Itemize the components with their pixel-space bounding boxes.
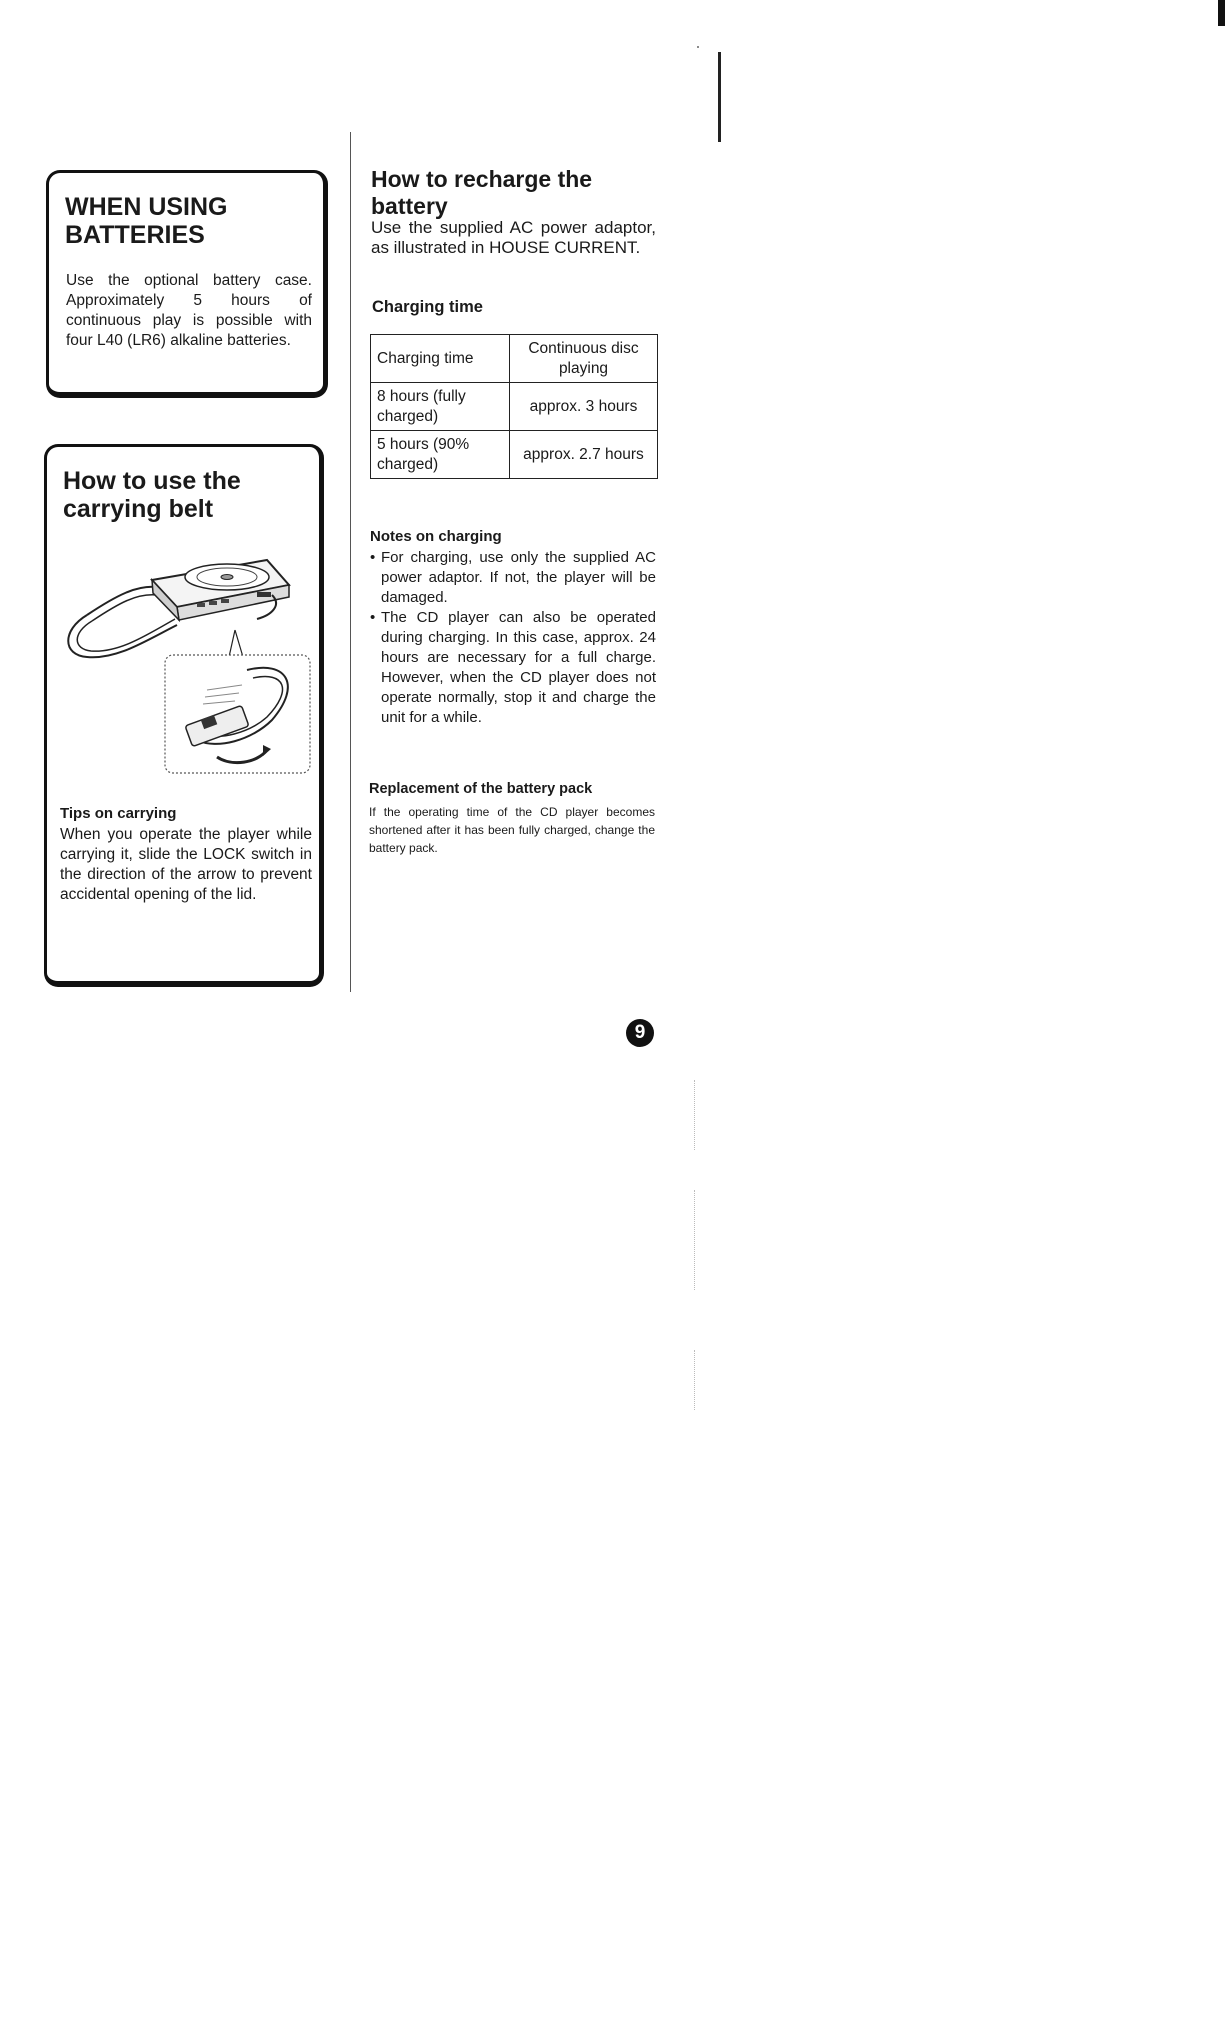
table-cell: approx. 3 hours xyxy=(510,383,658,431)
tips-heading: Tips on carrying xyxy=(60,805,177,822)
notes-heading: Notes on charging xyxy=(370,528,502,545)
notes-list xyxy=(370,548,656,728)
table-row xyxy=(371,383,658,431)
table-header-cell: Charging time xyxy=(371,335,510,383)
page-number-badge: 9 xyxy=(626,1019,654,1047)
replacement-text: If the operating time of the CD player becomes shortened after it has been fully charged, change the battery pack. xyxy=(369,805,655,855)
carrying-belt-illustration xyxy=(57,545,312,775)
carrying-belt-heading: How to use the carrying belt xyxy=(63,467,241,523)
recharge-intro: Use the supplied AC power adaptor, as illustrated in HOUSE CURRENT. xyxy=(371,218,656,257)
list-item: • For charging, use only the supplied AC power adaptor. If not, the player will be damaged. xyxy=(370,548,656,608)
replacement-heading: Replacement of the battery pack xyxy=(369,781,593,797)
list-item: • The CD player can also be operated during charging. In this case, approx. 24 hours are necessary for a full charge. However, when the CD player does not operate normally, stop it and charge the unit for a while. xyxy=(370,608,656,728)
scan-speck xyxy=(697,46,699,48)
table-cell: 8 hours (fully charged) xyxy=(371,383,510,431)
batteries-text: Use the optional battery case. Approximately 5 hours of continuous play is possible with four L40 (LR6) alkaline batteries. xyxy=(66,272,312,349)
scan-dots xyxy=(694,1080,696,1150)
table-header-row xyxy=(371,335,658,383)
scan-dots xyxy=(694,1350,696,1410)
scan-dots xyxy=(694,1190,696,1290)
tips-text: When you operate the player while carrying it, slide the LOCK switch in the direction of the arrow to prevent accidental opening of the lid. xyxy=(60,826,312,903)
batteries-box xyxy=(46,170,328,398)
recharge-heading: How to recharge the battery xyxy=(371,166,593,219)
scan-artifact-line xyxy=(718,52,721,142)
table-row xyxy=(371,431,658,479)
column-divider xyxy=(350,132,351,992)
table-header-cell: Continuous disc playing xyxy=(510,335,658,383)
charging-time-title: Charging time xyxy=(372,298,483,316)
carrying-belt-box xyxy=(44,444,324,987)
charging-table xyxy=(370,334,658,479)
table-cell: approx. 2.7 hours xyxy=(510,431,658,479)
table-cell: 5 hours (90% charged) xyxy=(371,431,510,479)
batteries-heading: WHEN USING BATTERIES xyxy=(65,193,228,249)
scan-edge-mark xyxy=(1218,0,1225,26)
